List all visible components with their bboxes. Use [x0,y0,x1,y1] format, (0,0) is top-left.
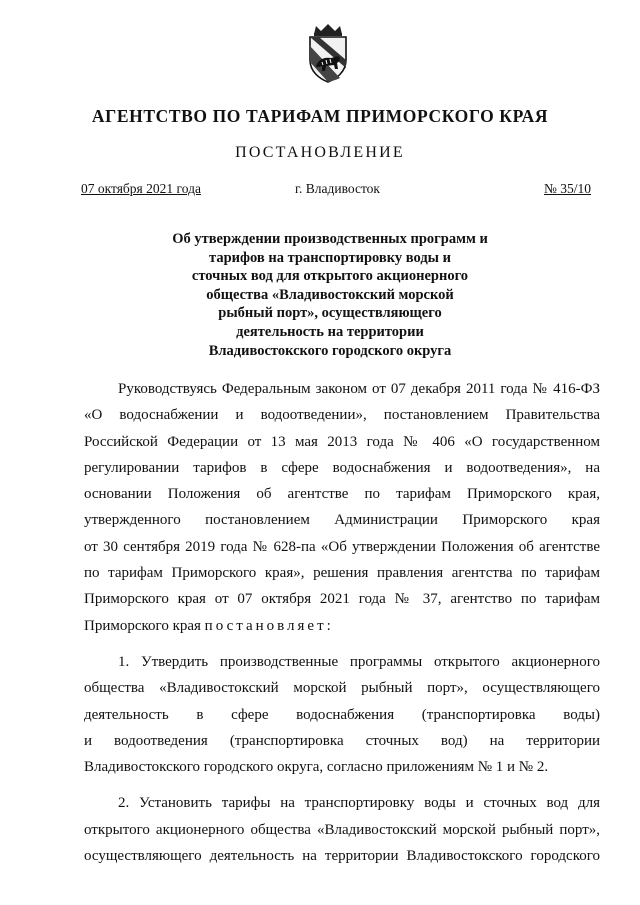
text-line: регулировании тарифов в сфере водоснабжения и водоотведения», на [84,459,600,476]
text-line: Владивостокского городского округа, согласно приложениям № 1 и № 2. [84,759,549,776]
text-line: осуществляющего деятельность на территории Владивостокского городского [84,848,600,865]
text-line: основании Положения об агентстве по тарифам Приморского края, [84,486,600,503]
text-line: деятельность в сфере водоснабжения (транспортировка воды) [84,706,600,723]
document-city: г. Владивосток [295,181,380,196]
title-line: общества «Владивостокский морской [206,286,454,303]
text-line: открытого акционерного общества «Владивостокский морской рыбный порт», [84,821,600,838]
text-line: «О водоснабжении и водоотведении», постановлением Правительства [84,407,600,424]
text-line: от 30 сентября 2019 года № 628-па «Об утверждении Положения об агентстве [84,538,600,555]
text-line: 2. Установить тарифы на транспортировку воды и сточных вод для [118,795,600,812]
text-line: Руководствуясь Федеральным законом от 07 декабря 2011 года № 416-ФЗ [118,381,600,397]
text-line: и водоотведения (транспортировка сточных вод) на территории [84,732,600,749]
preamble-paragraph [84,376,600,639]
text-line: Российской Федерации от 13 мая 2013 года № 406 «О государственном [84,433,600,450]
item-2-paragraph [84,790,600,869]
document-title [150,230,510,360]
text-line: общества «Владивостокский морской рыбный порт», осуществляющего [84,680,600,697]
document-number: № 35/10 [544,181,592,196]
text-line: 1. Утвердить производственные программы открытого акционерного [118,653,600,670]
title-line: тарифов на транспортировку воды и [209,249,451,266]
document-body [84,376,600,869]
agency-name: АГЕНТСТВО ПО ТАРИФАМ ПРИМОРСКОГО КРАЯ [91,106,549,126]
text-line [84,613,600,639]
title-line: Владивостокского городского округа [208,342,452,359]
resolves-word: постановляет: [204,617,334,634]
title-line: рыбный порт», осуществляющего [218,305,442,322]
document-type: ПОСТАНОВЛЕНИЕ [235,144,405,161]
item-1-paragraph [84,649,600,780]
title-line: Об утверждении производственных программ и [172,231,488,247]
title-line: деятельность на территории [236,323,424,340]
document-date: 07 октября 2021 года [81,181,201,196]
text-line: Приморского края от 07 октября 2021 года № 37, агентство по тарифам [84,591,600,608]
text-line: утвержденного постановлением Администрации Приморского края [84,512,600,529]
text-line: по тарифам Приморского края», решения правления агентства по тарифам [84,565,600,582]
title-line: сточных вод для открытого акционерного [191,268,469,285]
text-fragment: Приморского края [84,617,205,634]
primorsky-krai-coat-of-arms-icon [302,22,354,84]
